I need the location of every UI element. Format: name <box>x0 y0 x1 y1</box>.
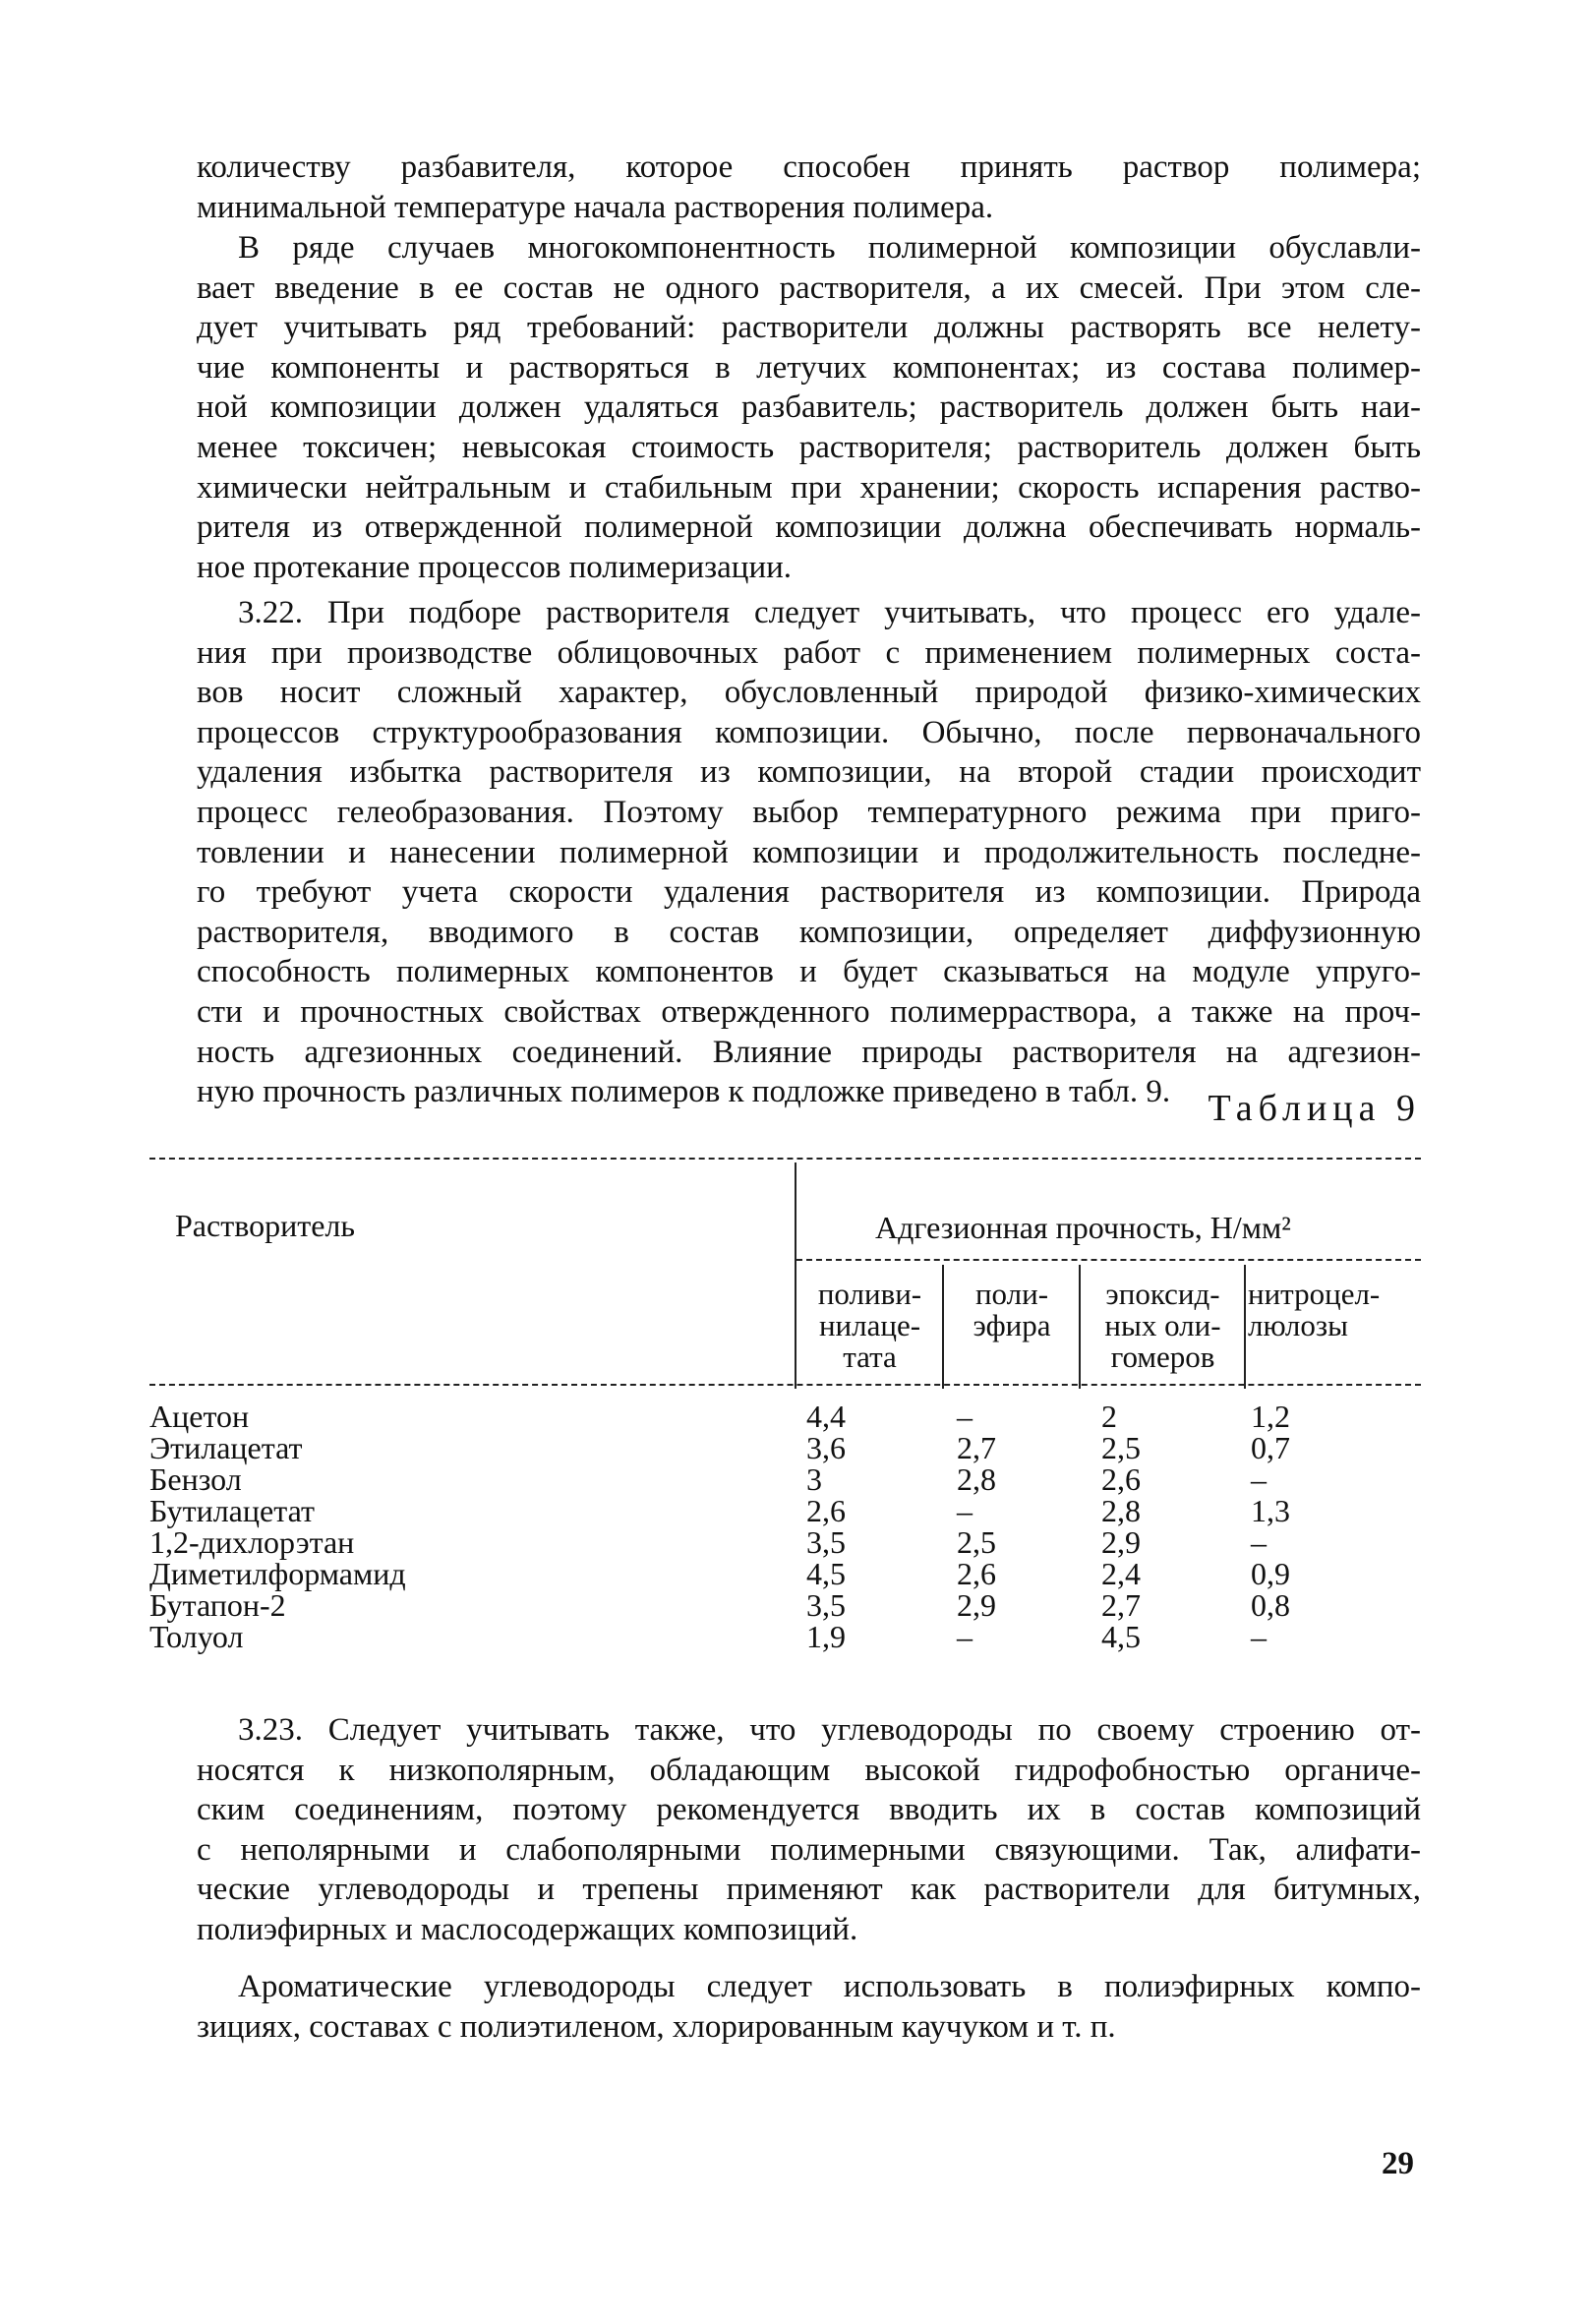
table-divider <box>1244 1265 1246 1389</box>
subheader-polyvinylacetate <box>798 1279 941 1373</box>
cell-pva: 4,5 <box>806 1556 846 1591</box>
text-line: удаления избытка растворителя из композиции, на второй стадии происходит <box>197 754 1421 791</box>
subheader-line: тата <box>843 1340 897 1374</box>
subheader-line: эфира <box>973 1308 1051 1342</box>
paragraph-3-23 <box>197 1710 1421 1950</box>
text-line: го требуют учета скорости удаления растворителя из композиции. Природа <box>197 874 1421 911</box>
subheader-polyester <box>946 1279 1078 1341</box>
cell-solvent: Этилацетат <box>149 1430 303 1465</box>
cell-solvent: Бутилацетат <box>149 1493 315 1528</box>
cell-polyester: – <box>957 1399 973 1434</box>
cell-nitro: 0,9 <box>1251 1556 1290 1591</box>
text-line: процессов структурообразования композиции. Обычно, после первоначального <box>197 714 1421 750</box>
table-top-rule <box>149 1158 1421 1160</box>
cell-epoxy: 2,4 <box>1101 1556 1141 1591</box>
text-line: сти и прочностных свойствах отвержденного полимерраствора, а также на проч- <box>197 993 1421 1030</box>
cell-pva: 3,5 <box>806 1524 846 1560</box>
table-divider <box>795 1162 796 1389</box>
paragraph-3-22 <box>197 593 1421 1112</box>
cell-epoxy: 2 <box>1101 1399 1117 1434</box>
subheader-line: люлозы <box>1248 1308 1348 1342</box>
text-line: ния при производстве облицовочных работ с применением полимерных соста- <box>197 634 1421 671</box>
cell-polyester: 2,5 <box>957 1524 996 1560</box>
cell-epoxy: 4,5 <box>1101 1619 1141 1654</box>
subheader-line: гомеров <box>1110 1340 1215 1374</box>
cell-epoxy: 2,5 <box>1101 1430 1141 1465</box>
text-line: ность адгезионных соединений. Влияние природы растворителя на адгезион- <box>197 1034 1421 1070</box>
text-line: растворителя, вводимого в состав композиции, определяет диффузионную <box>197 914 1421 950</box>
text-line: ским соединениям, поэтому рекомендуется вводить их в состав композиций <box>197 1792 1421 1828</box>
table-divider <box>1079 1265 1081 1389</box>
cell-nitro: 1,2 <box>1251 1399 1290 1434</box>
table-body-rule <box>149 1384 1421 1386</box>
table-header-rule <box>796 1259 1421 1261</box>
text-line: вает введение в ее состав не одного растворителя, а их смесей. При этом сле- <box>197 269 1421 306</box>
text-line: ческие углеводороды и трепены применяют как растворители для битумных, <box>197 1872 1421 1908</box>
cell-pva: 3,5 <box>806 1587 846 1623</box>
text-line: Ароматические углеводороды следует использовать в полиэфирных компо- <box>238 1969 1421 2004</box>
cell-epoxy: 2,7 <box>1101 1587 1141 1623</box>
text-line: чие компоненты и растворяться в летучих компонентах; из состава полимер- <box>197 349 1421 386</box>
table-divider <box>942 1265 944 1389</box>
cell-nitro: – <box>1251 1524 1267 1560</box>
text-line: ное протекание процессов полимеризации. <box>197 549 793 585</box>
text-line: вов носит сложный характер, обусловленный природой физико-химических <box>197 675 1421 711</box>
text-line: минимальной температуре начала растворения полимера. <box>197 189 994 225</box>
cell-nitro: – <box>1251 1461 1267 1497</box>
cell-solvent: Толуол <box>149 1619 244 1654</box>
cell-polyester: 2,9 <box>957 1587 996 1623</box>
text-line: количеству разбавителя, которое способен принять раствор полимера; <box>197 149 1421 185</box>
text-line: 3.23. Следует учитывать также, что углеводороды по своему строению от- <box>238 1712 1421 1748</box>
text-line: химически нейтральным и стабильным при хранении; скорость испарения раство- <box>197 469 1421 506</box>
subheader-epoxy <box>1083 1279 1243 1373</box>
subheader-line: ных оли- <box>1104 1308 1221 1342</box>
paragraph-top <box>197 148 1421 227</box>
cell-nitro: 0,7 <box>1251 1430 1290 1465</box>
cell-solvent: Бутапон-2 <box>149 1587 286 1623</box>
text-line: 3.22. При подборе растворителя следует учитывать, что процесс его удале- <box>238 595 1421 630</box>
text-line: менее токсичен; невысокая стоимость растворителя; растворитель должен быть <box>197 429 1421 465</box>
subheader-line: нилаце- <box>818 1308 921 1342</box>
text-line: дует учитывать ряд требований: растворители должны растворять все нелету- <box>197 310 1421 346</box>
cell-solvent: 1,2-дихлорэтан <box>149 1524 355 1560</box>
cell-solvent: Ацетон <box>149 1399 250 1434</box>
cell-nitro: 0,8 <box>1251 1587 1290 1623</box>
cell-pva: 3 <box>806 1461 822 1497</box>
text-line: ной композиции должен удаляться разбавитель; растворитель должен быть наи- <box>197 389 1421 426</box>
cell-epoxy: 2,8 <box>1101 1493 1141 1528</box>
subheader-line: эпоксид- <box>1105 1277 1220 1311</box>
text-line: В ряде случаев многокомпонентность полимерной композиции обуславли- <box>238 230 1421 266</box>
subheader-line: поливи- <box>817 1277 922 1311</box>
table-header-strength: Адгезионная прочность, Н/мм² <box>875 1210 1291 1245</box>
table-header-solvent: Растворитель <box>175 1208 355 1243</box>
cell-nitro: – <box>1251 1619 1267 1654</box>
cell-solvent: Диметилформамид <box>149 1556 406 1591</box>
text-line: полиэфирных и маслосодержащих композиций. <box>197 1911 858 1947</box>
paragraph-solvent-mixtures <box>197 228 1421 587</box>
cell-solvent: Бензол <box>149 1461 242 1497</box>
cell-pva: 3,6 <box>806 1430 846 1465</box>
cell-polyester: – <box>957 1493 973 1528</box>
cell-nitro: 1,3 <box>1251 1493 1290 1528</box>
text-line: рителя из отвержденной полимерной композиции должна обеспечивать нормаль- <box>197 509 1421 546</box>
text-line: способность полимерных компонентов и будет сказываться на модуле упруго- <box>197 954 1421 990</box>
page-number: 29 <box>1382 2146 1414 2181</box>
table-caption: Таблица 9 <box>1208 1088 1421 1129</box>
cell-pva: 1,9 <box>806 1619 846 1654</box>
cell-pva: 2,6 <box>806 1493 846 1528</box>
cell-polyester: – <box>957 1619 973 1654</box>
text-line: товлении и нанесении полимерной композиции и продолжительность последне- <box>197 834 1421 870</box>
cell-polyester: 2,8 <box>957 1461 996 1497</box>
cell-pva: 4,4 <box>806 1399 846 1434</box>
cell-polyester: 2,7 <box>957 1430 996 1465</box>
paragraph-aromatic <box>197 1967 1421 2047</box>
subheader-line: нитроцел- <box>1248 1277 1381 1311</box>
subheader-nitrocellulose <box>1248 1279 1395 1341</box>
text-line: носятся к низкополярным, обладающим высокой гидрофобностью органиче- <box>197 1752 1421 1788</box>
cell-epoxy: 2,6 <box>1101 1461 1141 1497</box>
text-line: процесс гелеобразования. Поэтому выбор температурного режима при приго- <box>197 794 1421 830</box>
text-line: зициях, составах с полиэтиленом, хлорированным каучуком и т. п. <box>197 2008 1116 2045</box>
cell-epoxy: 2,9 <box>1101 1524 1141 1560</box>
cell-polyester: 2,6 <box>957 1556 996 1591</box>
text-line: ную прочность различных полимеров к подложке приведено в табл. 9. <box>197 1074 1171 1110</box>
subheader-line: поли- <box>974 1277 1049 1311</box>
text-line: с неполярными и слабополярными полимерными связующими. Так, алифати- <box>197 1831 1421 1868</box>
